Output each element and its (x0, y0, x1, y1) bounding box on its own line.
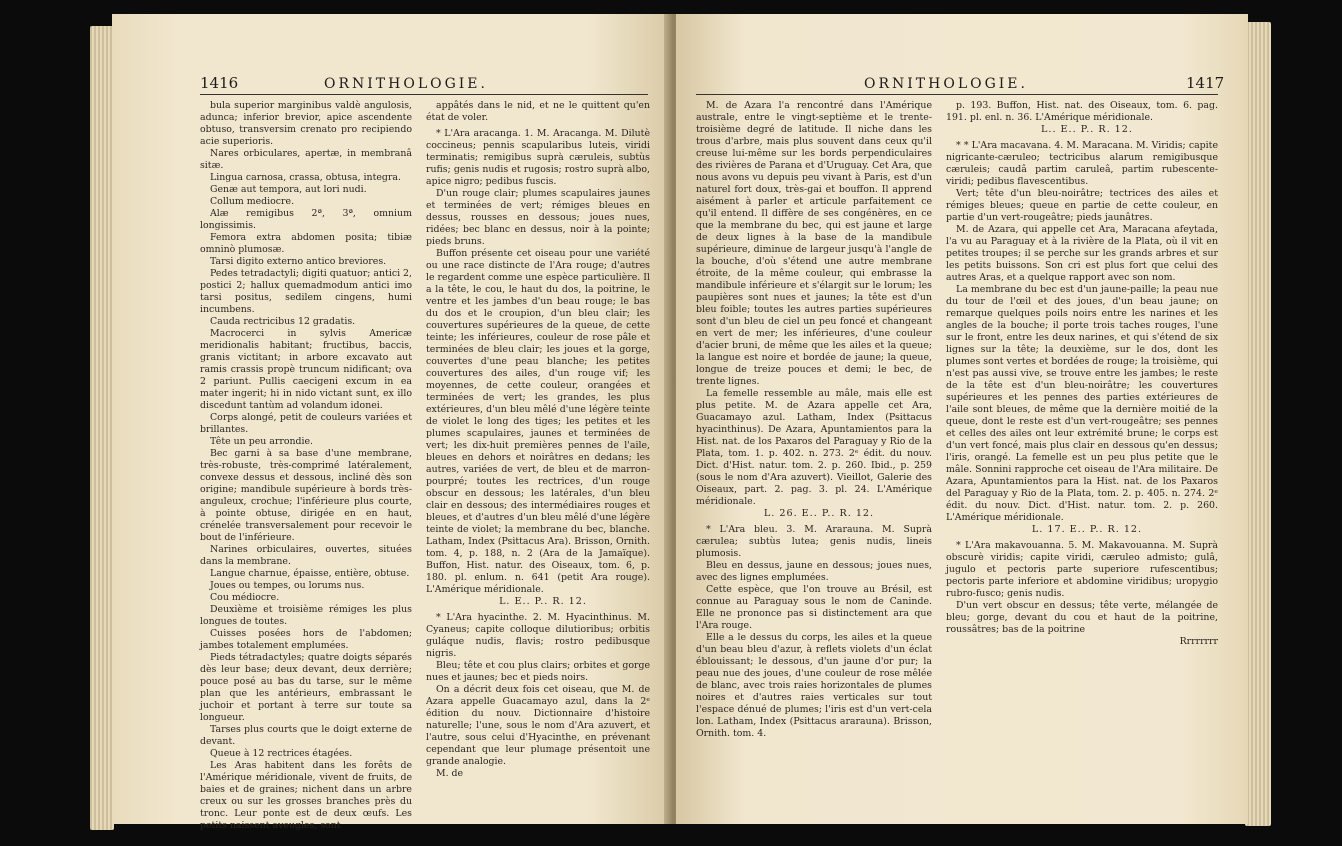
text-paragraph: Pieds tétradactyles; quatre doigts séparés dès leur base; deux devant, deux derrière; pouce posé au bas du tarse, sur le même plan que les antérieurs, embrassant le juchoir et portant à terre sur toute sa longueur. (200, 652, 412, 723)
text-paragraph: Pedes tetradactyli; digiti quatuor; antici 2, postici 2; hallux quemadmodum antici imo tarsi positus, sedilem cingens, humi incumbens. (200, 268, 412, 315)
text-paragraph: Bleu; tête et cou plus clairs; orbites et gorge nues et jaunes; bec et pieds noirs. (426, 660, 650, 683)
text-paragraph: * L'Ara bleu. 3. M. Ararauna. M. Suprà cærulea; subtùs lutea; genis nudis, lineis plumosis. (696, 524, 932, 559)
left-column-1 (200, 100, 412, 832)
text-paragraph: Cuisses posées hors de l'abdomen; jambes totalement emplumées. (200, 628, 412, 651)
text-paragraph: * L'Ara aracanga. 1. M. Aracanga. M. Dilutè coccineus; pennis scapularibus luteis, viridi terminatis; remigibus suprà cæruleis, subtùs rufis; genis nudis et rugosis; rostro suprà albo, apice nigro; pedibus fuscis. (426, 128, 650, 187)
right-running-head: ORNITHOLOGIE. (864, 76, 1028, 92)
left-column-2 (426, 100, 650, 780)
text-paragraph: La membrane du bec est d'un jaune-paille; la peau nue du tour de l'œil et des joues, d'un beau jaune; on remarque quelques poils noirs entre les narines et les angles de la bouche; il porte trois taches rouges, l'une sur le front, entre les deux narines, et qui s'étend de six lignes sur la tête; la deuxième, sur le dos, dont les plumes sont vertes et bordées de rouge; la troisième, qui n'est pas aussi vive, se trouve entre les jambes; le reste de la tête est d'un bleu-noirâtre; les couvertures supérieures et les pennes des parties extérieures de l'aile sont bleues, de même que la dernière moitié de la queue, dont le reste est d'un vert-rougeâtre; ses pennes et celles des ailes ont leur extrémité brune; le corps est d'un vert foncé, mais plus clair en dessous qu'en dessus; l'iris, orangé. La femelle est un peu plus petite que le mâle. Sonnini rapproche cet oiseau de l'Ara militaire. De Azara, Apuntamientos para la Hist. nat. de los Paxaros del Paraguay y Rio de la Plata, tom. 2. p. 405. n. 274. 2ᵉ édit. du nouv. Dict. d'Hist. natur. tom. 2. p. 260. L'Amérique méridionale. (946, 284, 1218, 523)
text-paragraph: Macrocerci in sylvis Americæ meridionalis habitant; fructibus, baccis, granis victitant; in arbore excavato aut ramis crassis propè truncum nidificant; ova 2 pariunt. Pullis caecigeni excum in ea mater ingerit; hi in nido victant sunt, ex illo discedunt tantùm ad volandum idonei. (200, 328, 412, 411)
text-paragraph: Bleu en dessus, jaune en dessous; joues nues, avec des lignes emplumées. (696, 560, 932, 583)
text-paragraph: Queue à 12 rectrices étagées. (210, 748, 353, 759)
text-paragraph: appâtés dans le nid, et ne le quittent qu'en état de voler. (426, 100, 650, 123)
text-paragraph: D'un vert obscur en dessus; tête verte, mélangée de bleu; gorge, devant du cou et haut de la poitrine, roussâtres; bas de la poitrine (946, 600, 1218, 635)
text-paragraph: M. de (436, 768, 464, 779)
measurement-line: L. E.. P.. R. 12. (499, 596, 587, 607)
text-paragraph: Cauda rectricibus 12 gradatis. (210, 316, 356, 327)
text-paragraph: Bec garni à sa base d'une membrane, très-robuste, très-comprimé latéralement, convexe dessus et dessous, incliné dès son origine; mandibule supérieure à bords très-anguleux, crochue; l'inférieure plus courte, à pointe obtuse, dirigée en en haut, crénelée transversalement pour recevoir le bout de l'inférieure. (200, 448, 412, 543)
measurement-line: L. 26. E.. P.. R. 12. (763, 508, 875, 519)
text-paragraph: Tarses plus courts que le doigt externe de devant. (200, 724, 412, 747)
text-paragraph: Elle a le dessus du corps, les ailes et la queue d'un beau bleu d'azur, à reflets violets d'un éclat éblouissant; le dessous, d'un jaune d'or pur; la peau nue des joues, d'une couleur de rose mêlée de blanc, avec trois raies horizontales de plumes noires et d'autres raies verticales sur tout l'espace dénué de plumes; l'iris est d'un vert-cela lon. Latham, Index (Psittacus ararauna). Brisson, Ornith. tom. 4. (696, 632, 932, 739)
text-paragraph: * L'Ara hyacinthe. 2. M. Hyacinthinus. M. Cyaneus; capite colloque dilutioribus; orbitis guláque nudis, flavis; rostro pedibusque nigris. (426, 612, 650, 659)
text-paragraph: Corps alongé, petit de couleurs variées et brillantes. (200, 412, 412, 435)
signature-mark: Rrrrrrrr (1179, 636, 1218, 647)
measurement-line: L.. E.. P.. R. 12. (1041, 124, 1133, 135)
text-paragraph: On a décrit deux fois cet oiseau, que M. de Azara appelle Guacamayo azul, dans la 2ᵉ édition du nouv. Dictionnaire d'histoire naturelle; l'une, sous le nom d'Ara azuvert, et l'autre, sous celui d'Hyacinthe, en prévenant cependant que leur plumage présentoit une grande analogie. (426, 684, 650, 767)
left-header-rule (200, 94, 648, 95)
measurement-line: L. 17. E.. P.. R. 12. (1031, 524, 1143, 535)
left-page (112, 14, 672, 831)
text-paragraph: Nares orbiculares, apertæ, in membranâ sitæ. (200, 148, 412, 171)
text-paragraph: La femelle ressemble au mâle, mais elle est plus petite. M. de Azara appelle cet Ara, Guacamayo azul. Latham, Index (Psittacus hyacinthinus). De Azara, Apuntamientos para la Hist. nat. de los Paxaros del Paraguay y Rio de la Plata, tom. 1. p. 402. n. 273. 2ᵉ édit. du nouv. Dict. d'Hist. natur. tom. 2. p. 260. Ibid., p. 259 (sous le nom d'Ara azuvert). Vieillot, Galerie des Oiseaux, part. 2. pag. 3. pl. 24. L'Amérique méridionale. (696, 388, 932, 507)
text-paragraph: Lingua carnosa, crassa, obtusa, integra. (210, 172, 401, 183)
left-page-number: 1416 (200, 74, 239, 92)
text-paragraph: Deuxième et troisième rémiges les plus longues de toutes. (200, 604, 412, 627)
right-page-number: 1417 (1186, 74, 1225, 92)
text-paragraph: Genæ aut tempora, aut lori nudi. (210, 184, 367, 195)
text-paragraph: Narines orbiculaires, ouvertes, situées dans la membrane. (200, 544, 412, 567)
text-paragraph: bula superior marginibus valdè angulosis, adunca; inferior brevior, apice ascendente obtuso, transversim crenato pro recipiendo acie superioris. (200, 100, 412, 147)
text-paragraph: Tarsi digito externo antico breviores. (210, 256, 387, 267)
text-paragraph: M. de Azara, qui appelle cet Ara, Maracana afeytada, l'a vu au Paraguay et à la rivière de la Plata, où il vit en petites troupes; il se perche sur les grands arbres et sur les petits buissons. Son cri est plus fort que celui des autres Aras, et a quelque rapport avec son nom. (946, 224, 1218, 283)
text-paragraph: Collum mediocre. (210, 196, 295, 207)
text-paragraph: Cou médiocre. (210, 592, 280, 603)
text-paragraph: * L'Ara makavouanna. 5. M. Makavouanna. M. Suprà obscurè viridis; capite viridi, cæruleo admisto; gulâ, jugulo et pectoris parte superiore rufescentibus; pectoris parte inferiore et abdomine viridibus; uropygio rubro-fusco; genis nudis. (946, 540, 1218, 599)
text-paragraph: Joues ou tempes, ou lorums nus. (210, 580, 365, 591)
right-column-2 (946, 100, 1218, 648)
right-column-1 (696, 100, 932, 740)
right-page-edges (1245, 22, 1271, 826)
left-page-edges (90, 26, 114, 830)
text-paragraph: M. de Azara l'a rencontré dans l'Amérique australe, entre le vingt-septième et le trente-troisième degré de latitude. Il niche dans les trous d'arbre, mais plus souvent dans ceux qu'il creuse lui-même sur les bords perpendiculaires des rivières de Parana et d'Uruguay. Cet Ara, que nous avons vu depuis peu vivant à Paris, est d'un naturel fort doux, très-gai et bouffon. Il apprend aisément à parler et articule parfaitement ce qu'il entend. Il diffère de ses congénères, en ce que la membrane du bec, qui est jaune et large de deux lignes à la base de la mandibule supérieure, diminue de largeur jusqu'à l'angle de la bouche, d'où s'étend une autre membrane étroite, de la même couleur, qui embrasse la mandibule inférieure et s'élargit sur le lorum; les paupières sont nues et jaunes; la tête est d'un bleu foible; toutes les autres parties supérieures sont d'un bleu de ciel un peu foncé et changeant en vert de mer; les inférieures, d'une couleur d'acier bruni, de même que les ailes et la queue; la langue est noire et bordée de jaune; la queue, longue de treize pouces et demi; le bec, de trente lignes. (696, 100, 932, 387)
text-paragraph: * * L'Ara macavana. 4. M. Maracana. M. Viridis; capite nigricante-cæruleo; tectricibus alarum remigibusque cæruleis; caudâ partim caruleâ, partim rubescente-viridi; pedibus flavescentibus. (946, 140, 1218, 187)
text-paragraph: p. 193. Buffon, Hist. nat. des Oiseaux, tom. 6. pag. 191. pl. enl. n. 36. L'Amérique méridionale. (946, 100, 1218, 123)
right-page (676, 14, 1248, 824)
left-running-head: ORNITHOLOGIE. (324, 76, 488, 92)
right-header-rule (696, 94, 1218, 95)
text-paragraph: Vert; tête d'un bleu-noirâtre; tectrices des ailes et rémiges bleues; queue en partie de cette couleur, en partie d'un vert-rougeâtre; pieds jaunâtres. (946, 188, 1218, 223)
text-paragraph: Tête un peu arrondie. (210, 436, 314, 447)
text-paragraph: Cette espèce, que l'on trouve au Brésil, est connue au Paraguay sous le nom de Caninde. Elle ne prononce pas si distinctement ara que l'Ara rouge. (696, 584, 932, 631)
text-paragraph: Femora extra abdomen posita; tibiæ omninò plumosæ. (200, 232, 412, 255)
text-paragraph: Les Aras habitent dans les forêts de l'Amérique méridionale, vivent de fruits, de baies et de graines; nichent dans un arbre creux ou sur les grosses branches près du tronc. Leur ponte est de deux œufs. Les petits naissent aveugles, sont (200, 760, 412, 831)
text-paragraph: D'un rouge clair; plumes scapulaires jaunes et terminées de vert; rémiges bleues en dessus, rousses en dessous; joues nues, ridées; bec blanc en dessus, noir à la pointe; pieds bruns. (426, 188, 650, 247)
text-paragraph: Buffon présente cet oiseau pour une variété ou une race distincte de l'Ara rouge; d'autres le regardent comme une espèce particulière. Il a la tête, le cou, le haut du dos, la poitrine, le ventre et les jambes d'un beau rouge; le bas du dos et le croupion, d'un bleu clair; les couvertures supérieures de la queue, de cette teinte; les inférieures, couleur de rose pâle et terminées de bleu clair; les joues et la gorge, couvertes d'une peau blanche; les petites couvertures des ailes, d'un rouge vif; les moyennes, de cette couleur, orangées et terminées de vert; les grandes, les plus extérieures, d'un bleu mêlé d'une légère teinte de violet le long des tiges; les petites et les plumes scapulaires, jaunes et terminées de vert; les dix-huit premières pennes de l'aile, bleues en dehors et noirâtres en dedans; les autres, variées de vert, de bleu et de marron-pourpré; toutes les rectrices, d'un rouge obscur en dessous; les latérales, d'un bleu clair en dessous; des intermédiaires rouges et bleues, et d'autres d'un bleu mêlé d'une légère teinte de violet; la membrane du bec, blanche. Latham, Index (Psittacus Ara). Brisson, Ornith. tom. 4, p. 188, n. 2 (Ara de la Jamaïque). Buffon, Hist. natur. des Oiseaux, tom. 6, p. 180. pl. enlum. n. 641 (petit Ara rouge). L'Amérique méridionale. (426, 248, 650, 595)
text-paragraph: Langue charnue, épaisse, entière, obtuse. (210, 568, 410, 579)
text-paragraph: Alæ remigibus 2ª, 3ª, omnium longissimis. (200, 208, 412, 231)
